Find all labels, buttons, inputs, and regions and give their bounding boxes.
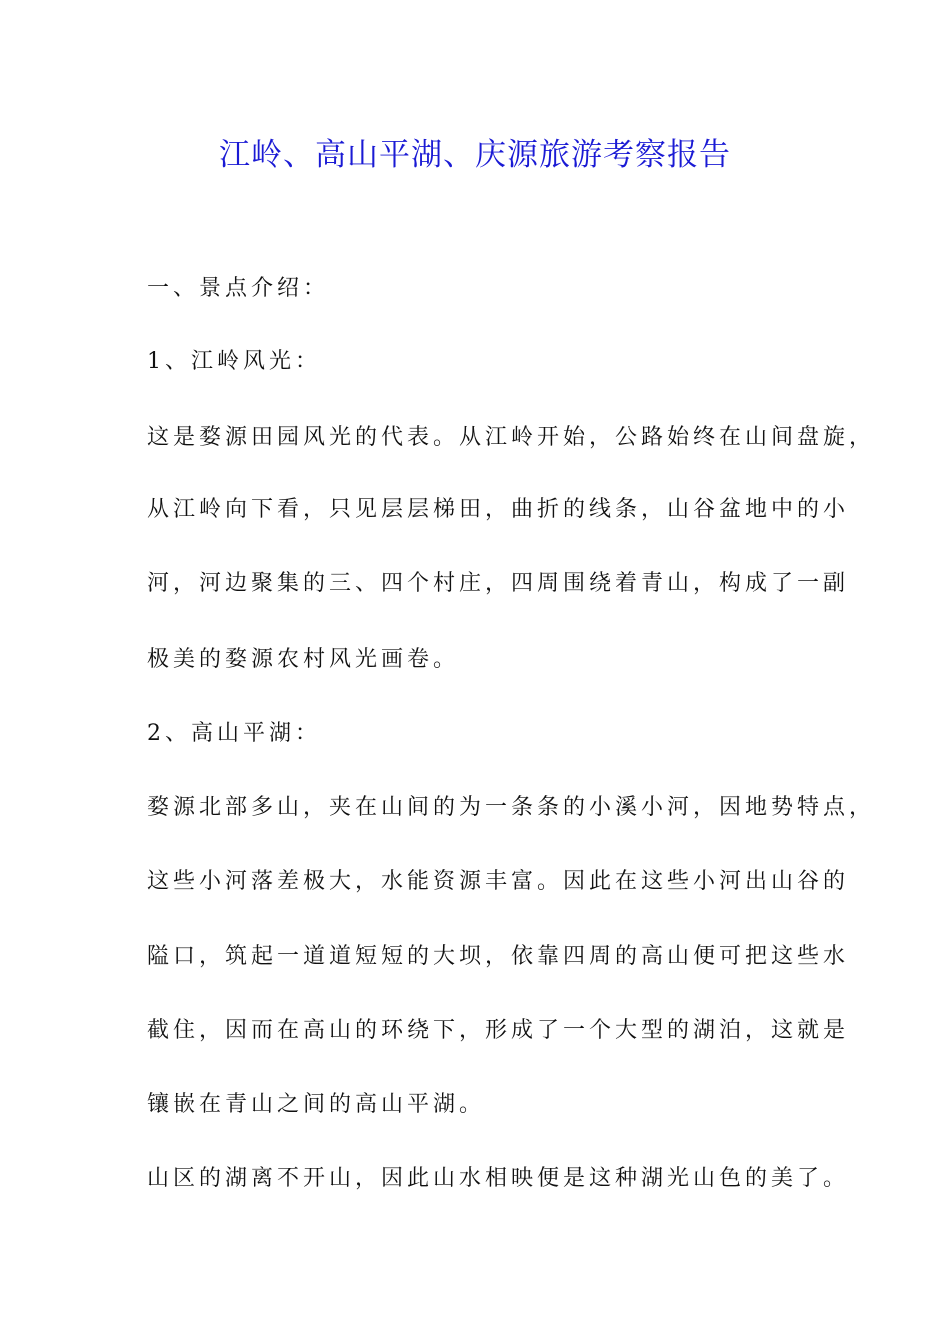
item2-paragraph-line: 婺源北部多山，夹在山间的为一条条的小溪小河，因地势特点， [147, 795, 876, 820]
document-title: 江岭、高山平湖、庆源旅游考察报告 [219, 137, 731, 173]
item1-paragraph-line: 从江岭向下看，只见层层梯田，曲折的线条，山谷盆地中的小 [147, 497, 850, 522]
item1-heading: 1、江岭风光： [147, 349, 321, 374]
item2-closing-line: 山区的湖离不开山，因此山水相映便是这种湖光山色的美了。 [147, 1166, 850, 1191]
item2-heading: 2、高山平湖： [147, 721, 321, 746]
item2-paragraph-line: 隘口，筑起一道道短短的大坝，依靠四周的高山便可把这些水 [147, 944, 850, 969]
item2-paragraph-line: 镶嵌在青山之间的高山平湖。 [147, 1092, 486, 1117]
item1-paragraph-line: 极美的婺源农村风光画卷。 [147, 647, 460, 672]
section-heading: 一、景点介绍： [147, 276, 330, 301]
item2-paragraph-line: 这些小河落差极大，水能资源丰富。因此在这些小河出山谷的 [147, 869, 850, 894]
item1-paragraph-line: 这是婺源田园风光的代表。从江岭开始，公路始终在山间盘旋， [147, 425, 876, 450]
item1-paragraph-line: 河，河边聚集的三、四个村庄，四周围绕着青山，构成了一副 [147, 571, 850, 596]
item2-paragraph-line: 截住，因而在高山的环绕下，形成了一个大型的湖泊，这就是 [147, 1018, 850, 1043]
